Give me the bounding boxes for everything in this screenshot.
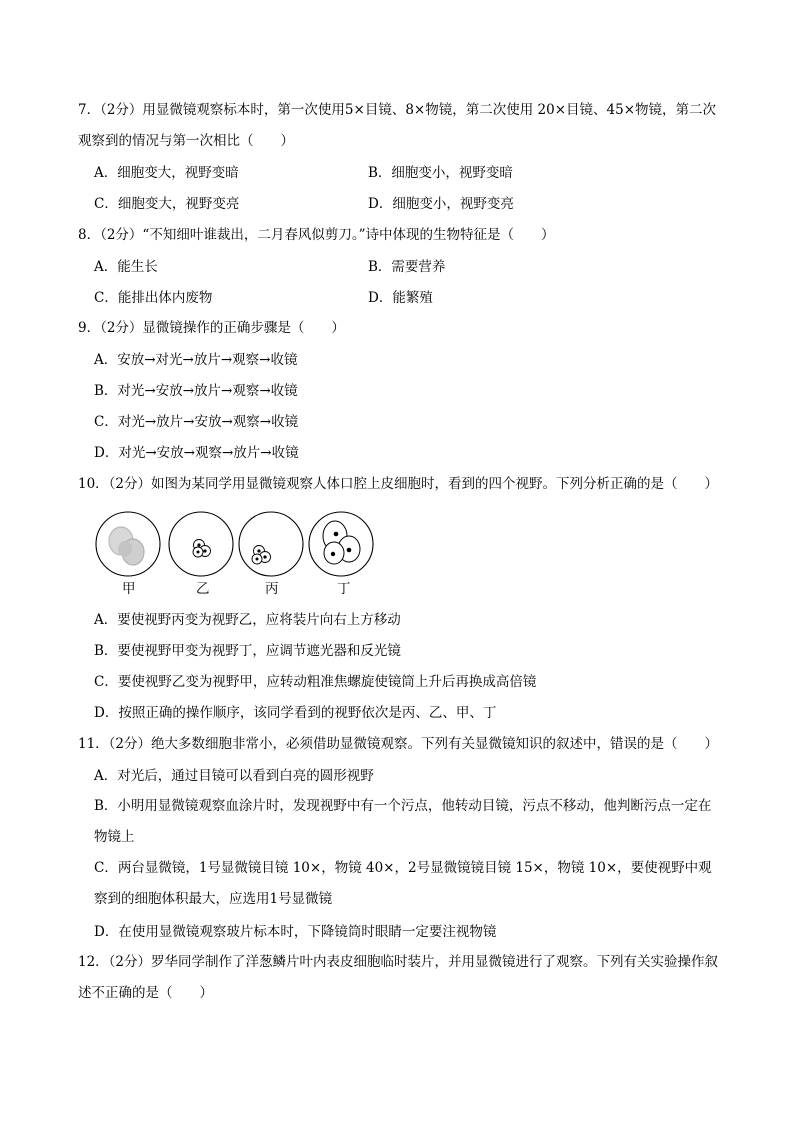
view-yi bbox=[169, 512, 233, 576]
question-7-option-a: A．细胞变大，视野变暗 bbox=[94, 165, 239, 181]
question-7-option-b: B．细胞变小，视野变暗 bbox=[368, 165, 513, 181]
view-jia bbox=[96, 512, 160, 576]
microscope-views-figure bbox=[95, 507, 385, 599]
question-8-option-a: A．能生长 bbox=[94, 259, 158, 275]
question-10-option-c: C．要使视野乙变为视野甲，应转动粗准焦螺旋使镜筒上升后再换成高倍镜 bbox=[94, 674, 537, 690]
view-ding bbox=[309, 512, 373, 576]
question-8-option-c: C．能排出体内废物 bbox=[94, 290, 213, 306]
question-11-option-b: B．小明用显微镜观察血涂片时，发现视野中有一个污点，他转动目镜，污点不移动，他判断污点一定在物镜上 bbox=[94, 798, 712, 845]
question-8-option-d: D．能繁殖 bbox=[368, 290, 433, 306]
question-11-option-a: A．对光后，通过目镜可以看到白亮的圆形视野 bbox=[94, 768, 374, 784]
figure-label-bing: 丙 bbox=[265, 581, 279, 597]
figure-label-ding: 丁 bbox=[337, 581, 351, 597]
question-10-option-d: D．按照正确的操作顺序，该同学看到的视野依次是丙、乙、甲、丁 bbox=[94, 705, 497, 721]
question-7-option-d: D．细胞变小，视野变亮 bbox=[368, 196, 514, 212]
question-9-option-d: D．对光→安放→观察→放片→收镜 bbox=[94, 445, 299, 461]
question-9-option-a: A．安放→对光→放片→观察→收镜 bbox=[94, 352, 298, 368]
question-8-stem: 8．（2分）“不知细叶谁裁出，二月春风似剪刀。”诗中体现的生物特征是（ ） bbox=[78, 227, 555, 243]
question-10-stem: 10．（2分）如图为某同学用显微镜观察人体口腔上皮细胞时，看到的四个视野。下列分析正确的是（ ） bbox=[78, 476, 719, 492]
question-9-option-b: B．对光→安放→放片→观察→收镜 bbox=[94, 383, 298, 399]
question-11-option-d: D．在使用显微镜观察玻片标本时，下降镜筒时眼睛一定要注视物镜 bbox=[94, 924, 497, 940]
figure-label-jia: 甲 bbox=[122, 581, 136, 597]
question-9-option-c: C．对光→放片→安放→观察→收镜 bbox=[94, 414, 299, 430]
question-11-option-c: C．两台显微镜，1号显微镜目镜 10×，物镜 40×，2号显微镜镜目镜 15×，物镜 10×，要使视野中观察到的细胞体积最大，应选用1号显微镜 bbox=[94, 860, 712, 907]
question-10-option-b: B．要使视野甲变为视野丁，应调节遮光器和反光镜 bbox=[94, 643, 401, 659]
question-9-stem: 9．（2分）显微镜操作的正确步骤是（ ） bbox=[78, 320, 345, 336]
figure-label-yi: 乙 bbox=[196, 581, 210, 597]
view-bing bbox=[239, 512, 303, 576]
question-7-stem: 7．（2分）用显微镜观察标本时，第一次使用5×目镜、8×物镜，第二次使用 20×目镜、45×物镜，第二次观察到的情况与第一次相比（ ） bbox=[78, 102, 716, 149]
question-7-option-c: C．细胞变大，视野变亮 bbox=[94, 196, 240, 212]
question-12-stem: 12．（2分）罗华同学制作了洋葱鳞片叶内表皮细胞临时装片，并用显微镜进行了观察。下列有关实验操作叙述不正确的是（ ） bbox=[78, 954, 719, 1001]
question-10-option-a: A．要使视野丙变为视野乙，应将装片向右上方移动 bbox=[94, 612, 401, 628]
question-11-stem: 11．（2分）绝大多数细胞非常小，必须借助显微镜观察。下列有关显微镜知识的叙述中，错误的是（ ） bbox=[78, 736, 719, 752]
question-8-option-b: B．需要营养 bbox=[368, 259, 446, 275]
